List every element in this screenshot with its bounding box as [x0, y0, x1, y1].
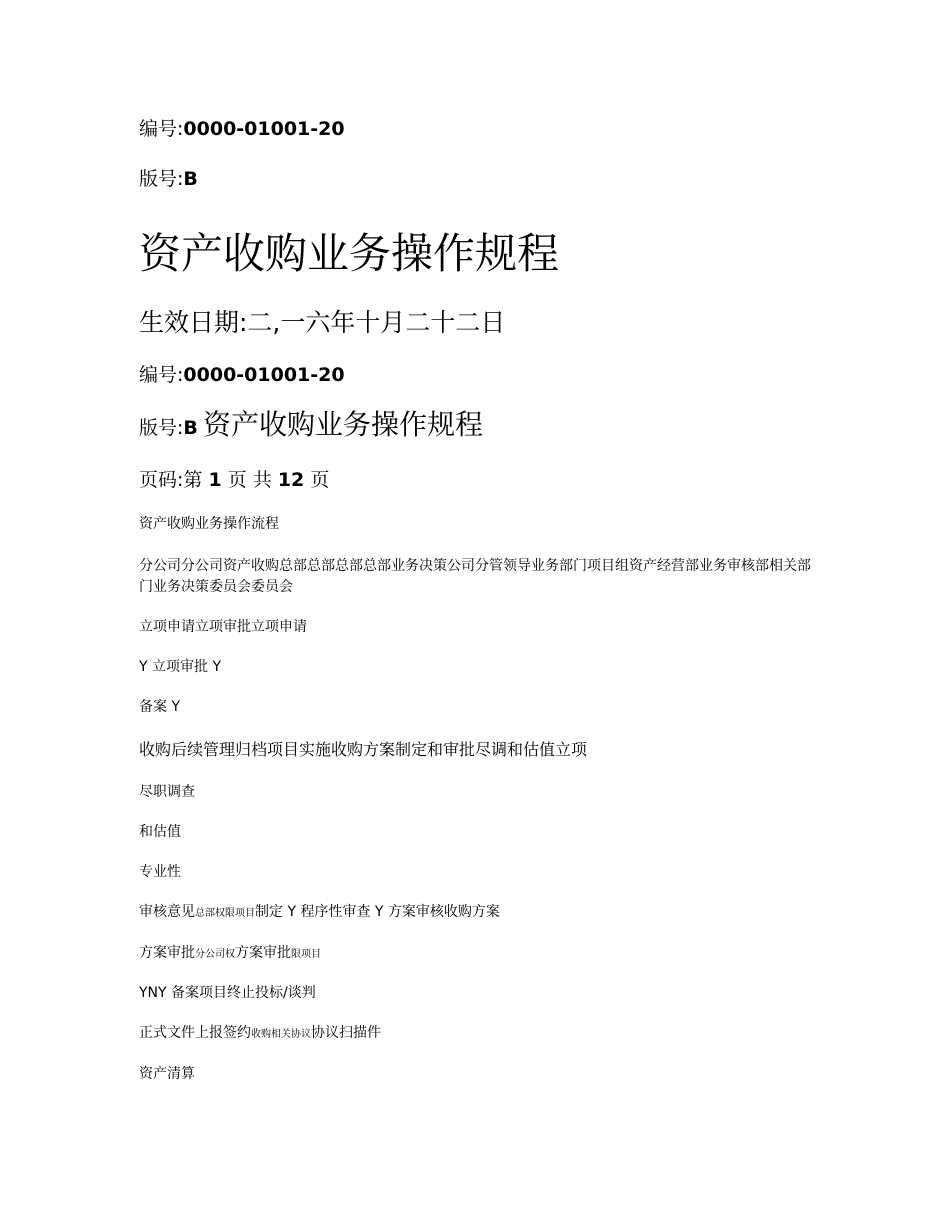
- text-line-3: 备案 Y: [139, 699, 181, 715]
- version-line: [139, 408, 483, 442]
- page-suffix: 页: [310, 469, 330, 491]
- version-number-header: [139, 168, 198, 191]
- text-line-2: Y 立项审批 Y: [139, 659, 222, 675]
- version-value: B: [183, 417, 198, 439]
- roles-line: 分公司分公司资产收购总部总部总部总部业务决策公司分管领导业务部门项目组资产经营部业务审核部相关部门业务决策委员会委员会: [139, 558, 811, 595]
- version-value: B: [183, 168, 198, 190]
- text-segment: 方案审批: [139, 945, 195, 961]
- serial-label: 编号:: [139, 364, 184, 386]
- serial-number-header: [139, 118, 345, 141]
- flow-title: 资产收购业务操作流程: [139, 516, 279, 532]
- small-text: 限项目: [291, 949, 321, 960]
- text-line-9: [139, 945, 321, 962]
- text-line-10: YNY 备案项目终止投标/谈判: [139, 985, 316, 1001]
- text-segment: 方案审批: [235, 945, 291, 961]
- text-line-1: 立项申请立项审批立项申请: [139, 619, 307, 635]
- small-text: 总部权限项目: [195, 908, 255, 919]
- text-line-8: [139, 904, 500, 921]
- text-segment: 制定 Y 程序性审查 Y 方案审核收购方案: [255, 904, 500, 920]
- version-label: 版号:: [139, 168, 184, 190]
- page-total: 12: [277, 469, 305, 491]
- version-label: 版号:: [139, 417, 184, 439]
- page-label: 页码:第: [139, 469, 203, 491]
- small-text: 收购相关协议: [251, 1029, 311, 1040]
- small-text: 分公司权: [195, 949, 235, 960]
- text-line-11: [139, 1025, 381, 1042]
- serial-number: [139, 364, 345, 387]
- serial-value: 0000-01001-20: [183, 118, 345, 140]
- text-line-12: 资产清算: [139, 1066, 195, 1082]
- version-title: 资产收购业务操作规程: [202, 408, 483, 441]
- text-segment: 正式文件上报签约: [139, 1025, 251, 1041]
- effective-date: 生效日期:二,一六年十月二十二日: [139, 308, 506, 337]
- document-title: 资产收购业务操作规程: [139, 229, 560, 278]
- page-mid: 页 共: [227, 469, 272, 491]
- serial-label: 编号:: [139, 118, 184, 140]
- text-line-5: 尽职调查: [139, 784, 195, 800]
- text-segment: 审核意见: [139, 904, 195, 920]
- serial-value: 0000-01001-20: [183, 364, 345, 386]
- page-indicator: [139, 469, 329, 492]
- text-line-7: 专业性: [139, 864, 181, 880]
- text-line-4: 收购后续管理归档项目实施收购方案制定和审批尽调和估值立项: [139, 740, 588, 759]
- text-line-6: 和估值: [139, 824, 181, 840]
- page-current: 1: [208, 469, 222, 491]
- text-segment: 协议扫描件: [311, 1025, 381, 1041]
